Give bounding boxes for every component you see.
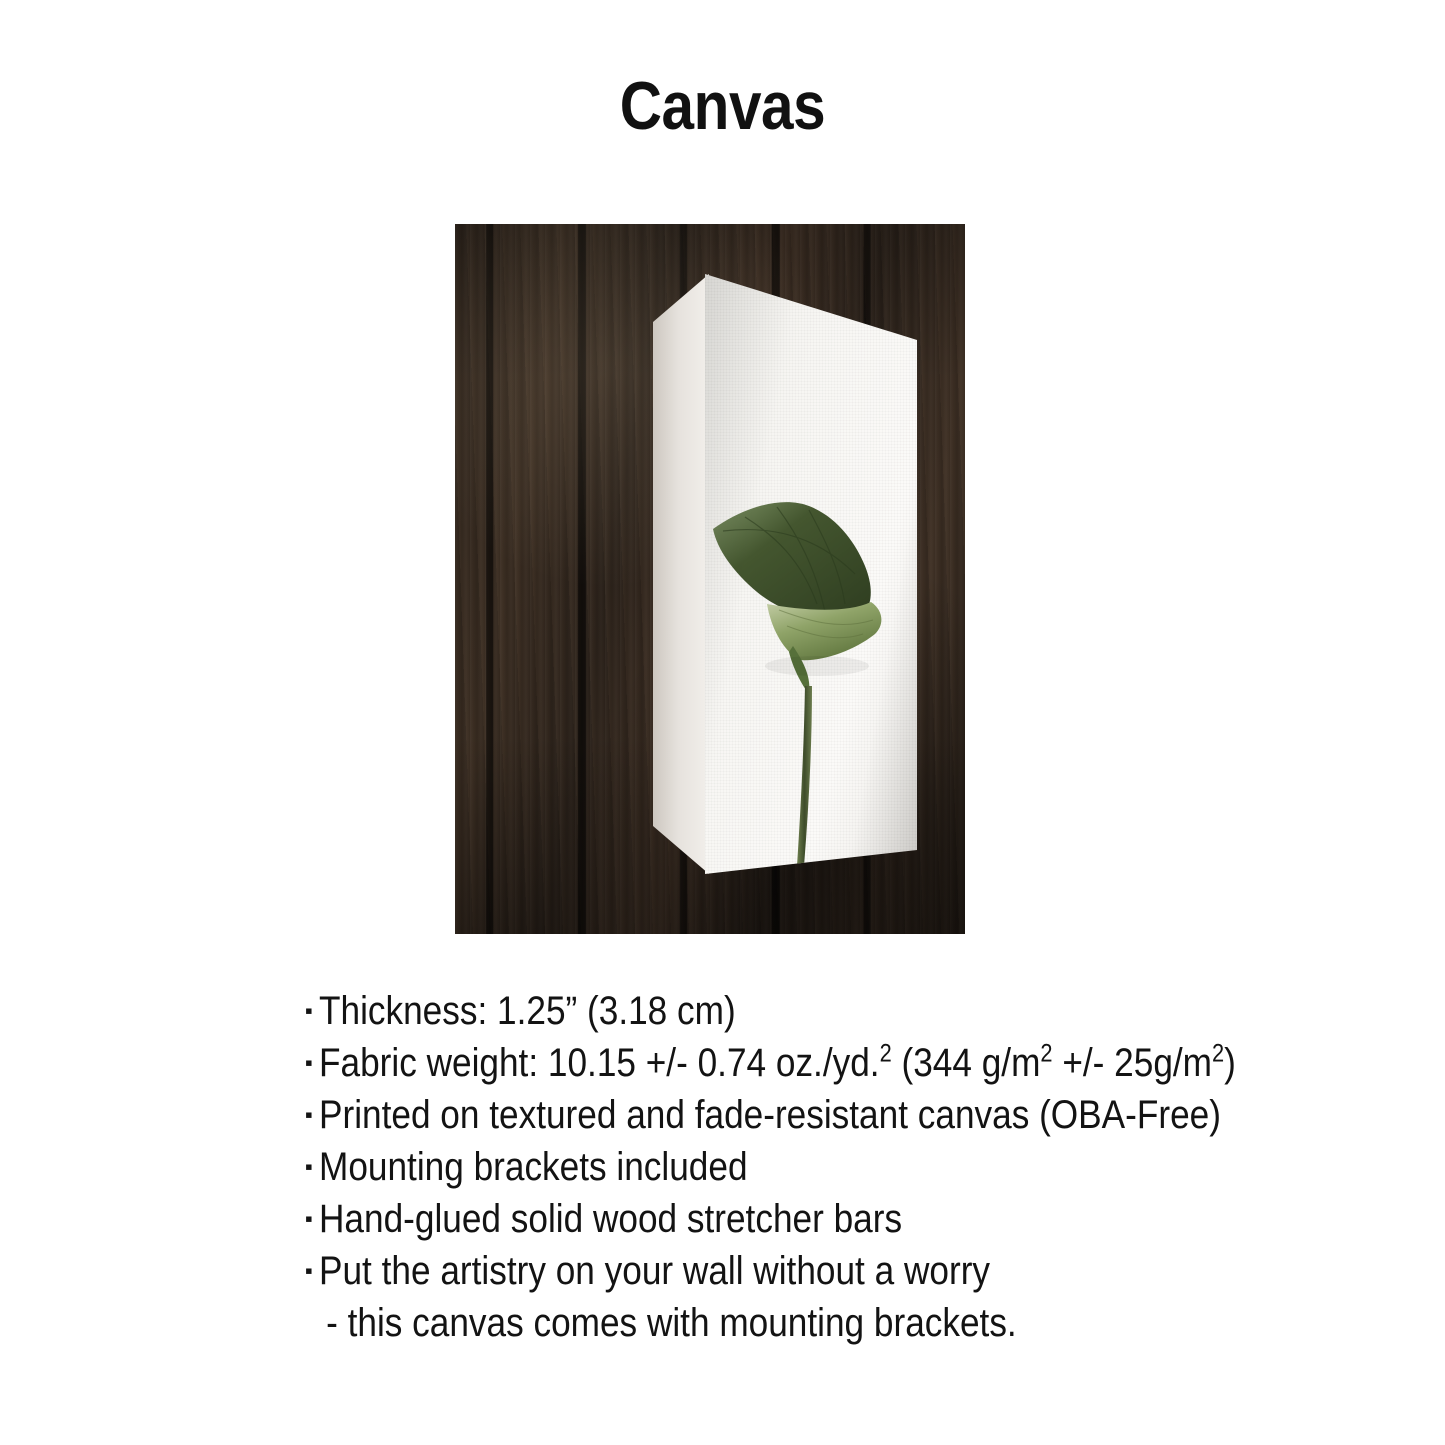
bullet-icon: ▪ [305,1206,313,1231]
page-title: Canvas [619,68,826,144]
bullet-icon: ▪ [305,998,313,1023]
bullet-icon: ▪ [305,1102,313,1127]
spec-fabric-weight-sup3: 2 [1211,1040,1224,1068]
spec-fabric-weight-mid: (344 g/m [891,1041,1041,1085]
spec-fabric-weight-post: +/- 25g/m [1052,1041,1212,1085]
canvas-printed-face [705,274,917,874]
spec-fabric-weight [319,1037,1240,1089]
canvas-side-edge [653,274,709,874]
canvas-print [653,274,915,874]
list-item [305,985,1365,1037]
list-item [305,1141,1365,1193]
spec-printed-canvas: Printed on textured and fade-resistant canvas (OBA-Free) [318,1093,1221,1137]
spec-fabric-weight-pre: Fabric weight: 10.15 +/- 0.74 oz./yd. [318,1041,880,1085]
spec-fabric-weight-sup1: 2 [879,1040,892,1068]
leaf-artwork-icon [705,274,917,874]
bullet-icon: ▪ [305,1050,313,1075]
spec-stretcher-bars: Hand-glued solid wood stretcher bars [318,1197,902,1241]
list-item [305,1245,1365,1297]
spec-artistry-wall: Put the artistry on your wall without a worry [318,1249,990,1293]
list-item [305,1037,1365,1089]
specs-list [305,985,1365,1349]
bullet-icon: ▪ [305,1154,313,1179]
product-photo [455,224,965,934]
spec-fabric-weight-end: ) [1223,1041,1236,1085]
spec-artistry-wall-continuation: - this canvas comes with mounting brackets. [326,1301,1017,1345]
spec-mounting-brackets: Mounting brackets included [318,1145,748,1189]
list-item [305,1089,1365,1141]
bullet-icon: ▪ [305,1258,313,1283]
spec-fabric-weight-sup2: 2 [1040,1040,1053,1068]
list-item [305,1193,1365,1245]
spec-thickness: Thickness: 1.25” (3.18 cm) [318,989,736,1033]
